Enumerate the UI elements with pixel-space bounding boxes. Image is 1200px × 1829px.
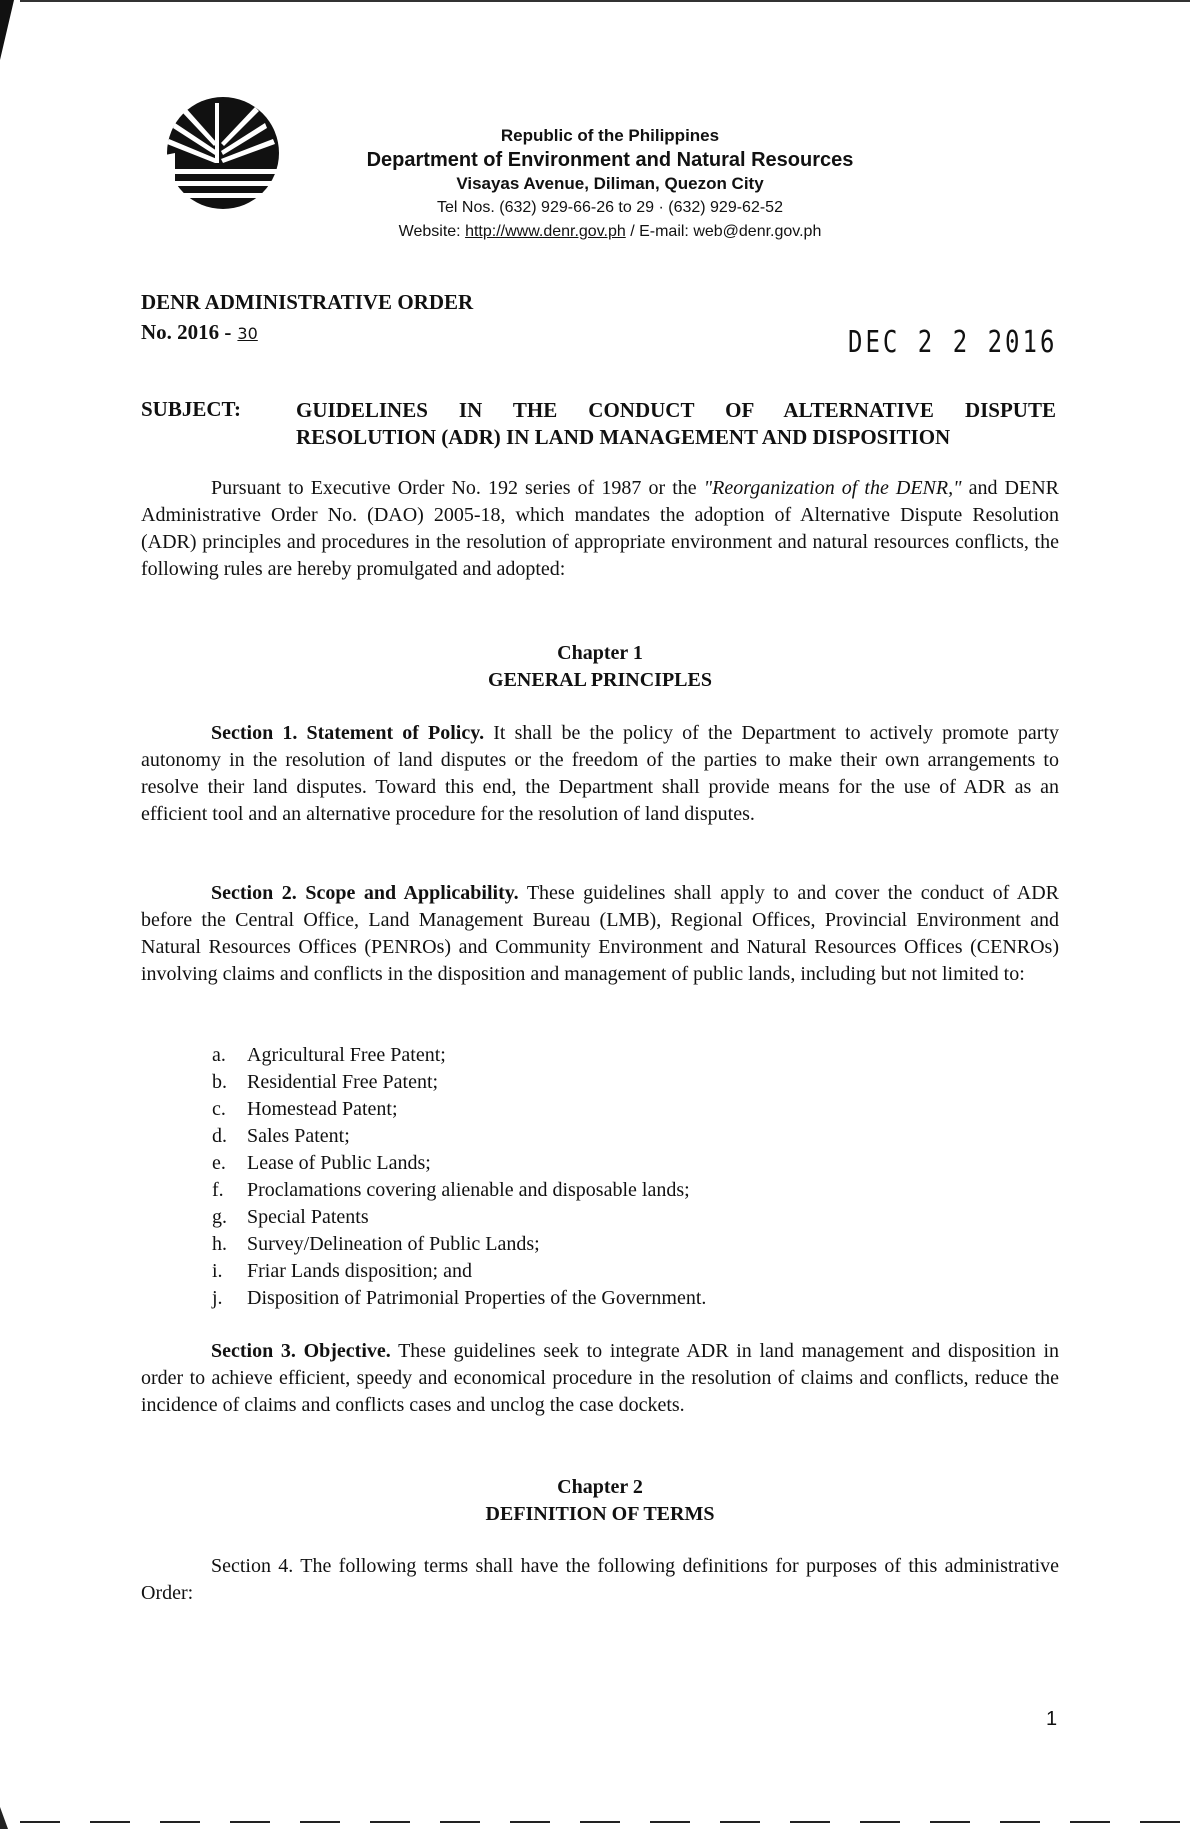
letterhead-country: Republic of the Philippines <box>500 126 720 145</box>
intro-italic-title: "Reorganization of the DENR," <box>703 477 962 499</box>
intro-text-2: and DENR Administrative Order No. (DAO) 2005-18, which mandates the adoption of Alternative Dispute Resolution (ADR) principles and procedures in the resolution of appropriate environment and natural resources conflicts, the following rules are hereby promulgated and adopted: <box>141 477 1059 580</box>
list-item-text: Sales Patent; <box>247 1125 350 1147</box>
letterhead-department: Department of Environment and Natural Resources <box>366 149 854 171</box>
page-number: 1 <box>1046 1708 1058 1730</box>
section-4-paragraph: Section 4. The following terms shall have the following definitions for purposes of this administrative Order: <box>141 1555 1059 1604</box>
section-2-paragraph <box>141 880 1059 988</box>
list-marker: g. <box>212 1206 227 1228</box>
scan-corner-artifact <box>0 0 14 60</box>
list-marker: j. <box>212 1287 223 1309</box>
subject-line-1: GUIDELINES IN THE CONDUCT OF ALTERNATIVE DISPUTE <box>296 398 1056 422</box>
website-link[interactable]: http://www.denr.gov.ph <box>465 223 626 240</box>
subject-label: SUBJECT: <box>141 397 241 421</box>
chapter-1-number: Chapter 1 <box>557 642 643 664</box>
list-item-text: Homestead Patent; <box>247 1098 398 1120</box>
list-item <box>212 1177 706 1204</box>
list-marker: h. <box>212 1233 227 1255</box>
section-1-text: It shall be the policy of the Department to actively promote party autonomy in the resolution of land disputes or the freedom of the parties to make their own arrangements to resolve their land disputes. Toward this end, the Department shall provide means for the use of ADR as an efficient tool and an alternative procedure for the resolution of land disputes. <box>141 722 1060 825</box>
section-1-paragraph <box>141 720 1059 828</box>
email-link[interactable]: web@denr.gov.ph <box>693 223 822 240</box>
letterhead <box>300 124 920 244</box>
list-item-text: Residential Free Patent; <box>247 1071 439 1093</box>
list-item-text: Lease of Public Lands; <box>247 1152 431 1174</box>
letterhead-address: Visayas Avenue, Diliman, Quezon City <box>456 174 764 193</box>
list-marker: i. <box>212 1260 223 1282</box>
list-marker: d. <box>212 1125 227 1147</box>
section-3-text: These guidelines seek to integrate ADR in land management and disposition in order to achieve efficient, speedy and economical procedure in the resolution of claims and conflicts, reduce the incidence of claims and conflicts cases and unclog the case dockets. <box>141 1340 1060 1416</box>
scan-corner-artifact-bottom <box>0 1807 8 1829</box>
list-marker: e. <box>212 1152 226 1174</box>
order-number-prefix: No. 2016 - <box>141 320 232 344</box>
list-item <box>212 1258 706 1285</box>
subject-line-2: RESOLUTION (ADR) IN LAND MANAGEMENT AND DISPOSITION <box>296 425 951 449</box>
section-2-text: These guidelines shall apply to and cover the conduct of ADR before the Central Office, Land Management Bureau (LMB), Regional Offices, Provincial Environment and Natural Resources Offices (PENROs) and Community Environment and Natural Resources Offices (CENROs) involving claims and conflicts in the disposition and management of public lands, including but not limited to: <box>141 882 1059 985</box>
list-item-text: Disposition of Patrimonial Properties of the Government. <box>247 1287 707 1309</box>
chapter-2-heading <box>141 1474 1059 1528</box>
email-label: / E-mail: <box>625 223 694 240</box>
list-item <box>212 1123 706 1150</box>
list-item <box>212 1042 706 1069</box>
denr-logo <box>155 93 285 213</box>
intro-text-1: Pursuant to Executive Order No. 192 series of 1987 or the <box>211 477 704 499</box>
list-item <box>212 1204 706 1231</box>
subject-text <box>296 397 1056 451</box>
chapter-1-title: GENERAL PRINCIPLES <box>488 669 712 691</box>
chapter-1-heading <box>141 640 1059 694</box>
letterhead-contact <box>300 220 920 244</box>
scan-edge-line-bottom <box>20 1821 1180 1823</box>
chapter-2-number: Chapter 2 <box>557 1476 643 1498</box>
order-title: DENR ADMINISTRATIVE ORDER <box>141 290 474 314</box>
list-item <box>212 1285 706 1312</box>
list-item-text: Survey/Delineation of Public Lands; <box>247 1233 540 1255</box>
list-item-text: Special Patents <box>247 1206 369 1228</box>
list-item-text: Agricultural Free Patent; <box>247 1044 446 1066</box>
list-marker: f. <box>212 1179 224 1201</box>
order-number-handwritten: 30 <box>237 324 258 343</box>
section-3-paragraph <box>141 1338 1059 1419</box>
section-1-heading: Section 1. Statement of Policy. <box>211 722 485 744</box>
section-3-heading: Section 3. Objective. <box>211 1340 391 1362</box>
letterhead-telephone: Tel Nos. (632) 929-66-26 to 29 · (632) 929-62-52 <box>437 199 783 216</box>
scan-edge-line <box>20 0 1190 2</box>
list-marker: b. <box>212 1071 227 1093</box>
list-marker: a. <box>212 1044 226 1066</box>
date-stamp: DEC 2 2 2016 <box>848 324 1058 360</box>
list-item <box>212 1069 706 1096</box>
patent-type-list <box>212 1042 706 1312</box>
section-2-heading: Section 2. Scope and Applicability. <box>211 882 519 904</box>
order-number <box>141 320 276 345</box>
intro-paragraph <box>141 475 1059 583</box>
website-label: Website: <box>398 223 466 240</box>
list-item <box>212 1231 706 1258</box>
chapter-2-title: DEFINITION OF TERMS <box>485 1503 715 1525</box>
list-marker: c. <box>212 1098 226 1120</box>
list-item-text: Friar Lands disposition; and <box>247 1260 472 1282</box>
list-item-text: Proclamations covering alienable and disposable lands; <box>247 1179 690 1201</box>
list-item <box>212 1150 706 1177</box>
list-item <box>212 1096 706 1123</box>
